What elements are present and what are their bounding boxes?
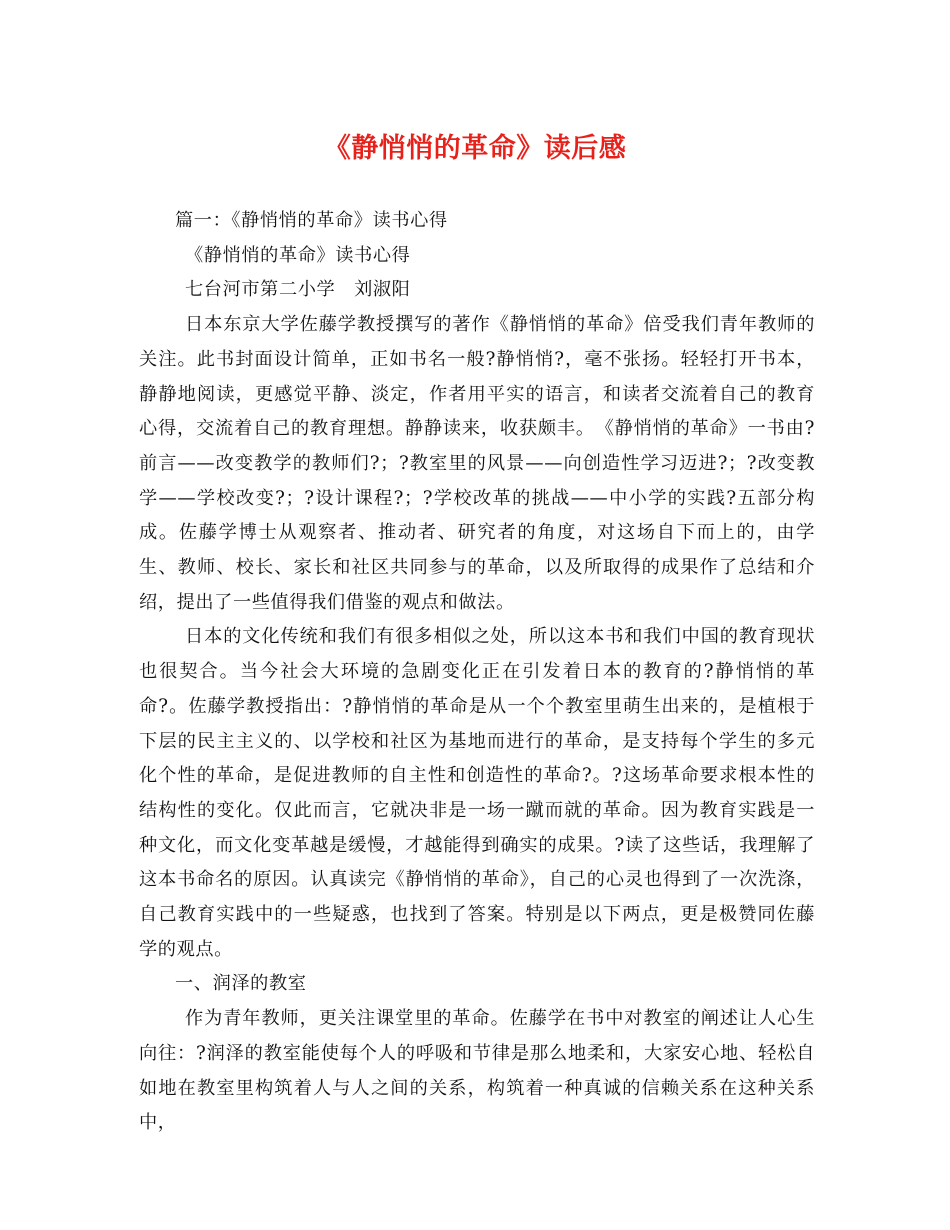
author-line: 七台河市第二小学 刘淑阳 xyxy=(185,279,411,301)
document-title: 《静悄悄的革命》读后感 xyxy=(323,133,627,164)
paragraph-1: 日本东京大学佐藤学教授撰写的著作《静悄悄的革命》倍受我们青年教师的关注。此书封面设计简单，正如书名一般?静悄悄?，毫不张扬。轻轻打开书本，静静地阅读，更感觉平静、淡定，作者用平实的语言，和读者交流着自己的教育心得，交流着自己的教育理想。静静读来，收获颇丰。 《静悄悄的革命》一书由?前言——改变教学的教师们?；?教室里的风景——向创造性学习迈进?；?改变教学——学校改变?；?设计课程?；?学校改革的挑战——中小学的实践?五部分构成。佐藤学博士从观察者、推动者、研究者的角度，对这场自下而上的，由学生、教师、校长、家长和社区共同参与的革命，以及所取得的成果作了总结和介绍，提出了一些值得我们借鉴的观点和做法。 xyxy=(139,314,815,613)
sub-title: 《静悄悄的革命》读书心得 xyxy=(185,244,411,266)
section-heading: 篇一：《静悄悄的革命》读书心得 xyxy=(175,210,448,231)
paragraph-2: 日本的文化传统和我们有很多相似之处，所以这本书和我们中国的教育现状也很契合。当今社会大环境的急剧变化正在引发着日本的教育的?静悄悄的革命?。佐藤学教授指出：?静悄悄的革命是从一个个教室里萌生出来的，是植根于下层的民主主义的、以学校和社区为基地而进行的革命，是支持每个学生的多元化个性的革命，是促进教师的自主性和创造性的革命?。?这场革命要求根本性的结构性的变化。仅此而言，它就决非是一场一蹴而就的革命。因为教育实践是一种文化，而文化变革越是缓慢，才越能得到确实的成果。?读了这些话，我理解了这本书命名的原因。认真读完《静悄悄的革命》，自己的心灵也得到了一次洗涤，自己教育实践中的一些疑惑，也找到了答案。特别是以下两点，更是极赞同佐藤学的观点。 xyxy=(139,626,815,960)
paragraph-3: 作为青年教师，更关注课堂里的革命。佐藤学在书中对教室的阐述让人心生向往：?润泽的教室能使每个人的呼吸和节律是那么地柔和，大家安心地、轻松自如地在教室里构筑着人与人之间的关系，构筑着一种真诚的信赖关系在这种关系中， xyxy=(139,1008,815,1134)
document-body xyxy=(139,204,815,1141)
point-heading: 一、润泽的教室 xyxy=(175,973,307,995)
